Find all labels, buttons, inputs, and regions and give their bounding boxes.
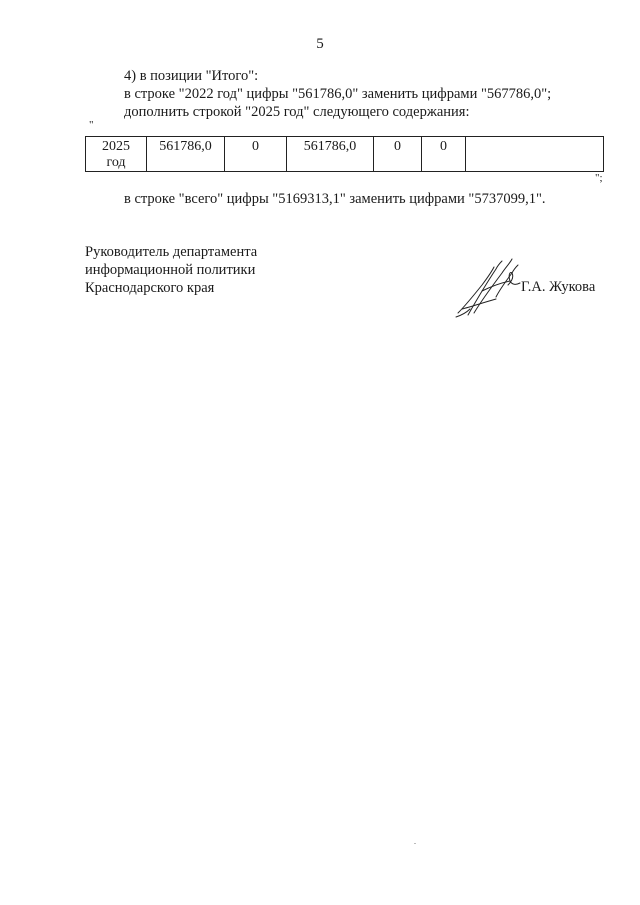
- cell-value: [466, 137, 603, 139]
- opening-quote: ": [89, 119, 94, 131]
- item-heading: 4) в позиции "Итого":: [124, 68, 259, 84]
- position-line: информационной политики: [85, 262, 256, 278]
- signer-name: Г.А. Жукова: [521, 279, 596, 295]
- table-cell: [225, 137, 287, 172]
- table-cell: [422, 137, 466, 172]
- year-word: год: [106, 155, 126, 170]
- instruction-replace-2022: в строке "2022 год" цифры "561786,0" заменить цифрами "567786,0";: [124, 86, 552, 102]
- instruction-add-2025: дополнить строкой "2025 год" следующего содержания:: [124, 104, 470, 120]
- cell-value: 0: [394, 139, 401, 154]
- closing-quote: ";: [595, 172, 603, 184]
- cell-value: 561786,0: [159, 139, 212, 154]
- table-row: [86, 137, 604, 172]
- year-number: 2025: [102, 139, 130, 154]
- position-line: Руководитель департамента: [85, 244, 258, 260]
- table-cell: [287, 137, 374, 172]
- signer-position: [85, 243, 257, 297]
- cell-value: 561786,0: [303, 139, 357, 154]
- table-cell: [374, 137, 422, 172]
- cell-value: 0: [252, 139, 259, 154]
- handwritten-signature: [452, 255, 532, 319]
- page-number: 5: [316, 36, 324, 52]
- cell-value: 0: [440, 139, 447, 154]
- position-line: Краснодарского края: [85, 280, 215, 296]
- year-cell: [86, 137, 147, 172]
- scan-speck: [414, 843, 416, 844]
- table-cell: [147, 137, 225, 172]
- amendment-table: [85, 136, 604, 172]
- table-cell: [466, 137, 604, 172]
- instruction-total: в строке "всего" цифры "5169313,1" заменить цифрами "5737099,1".: [124, 191, 546, 207]
